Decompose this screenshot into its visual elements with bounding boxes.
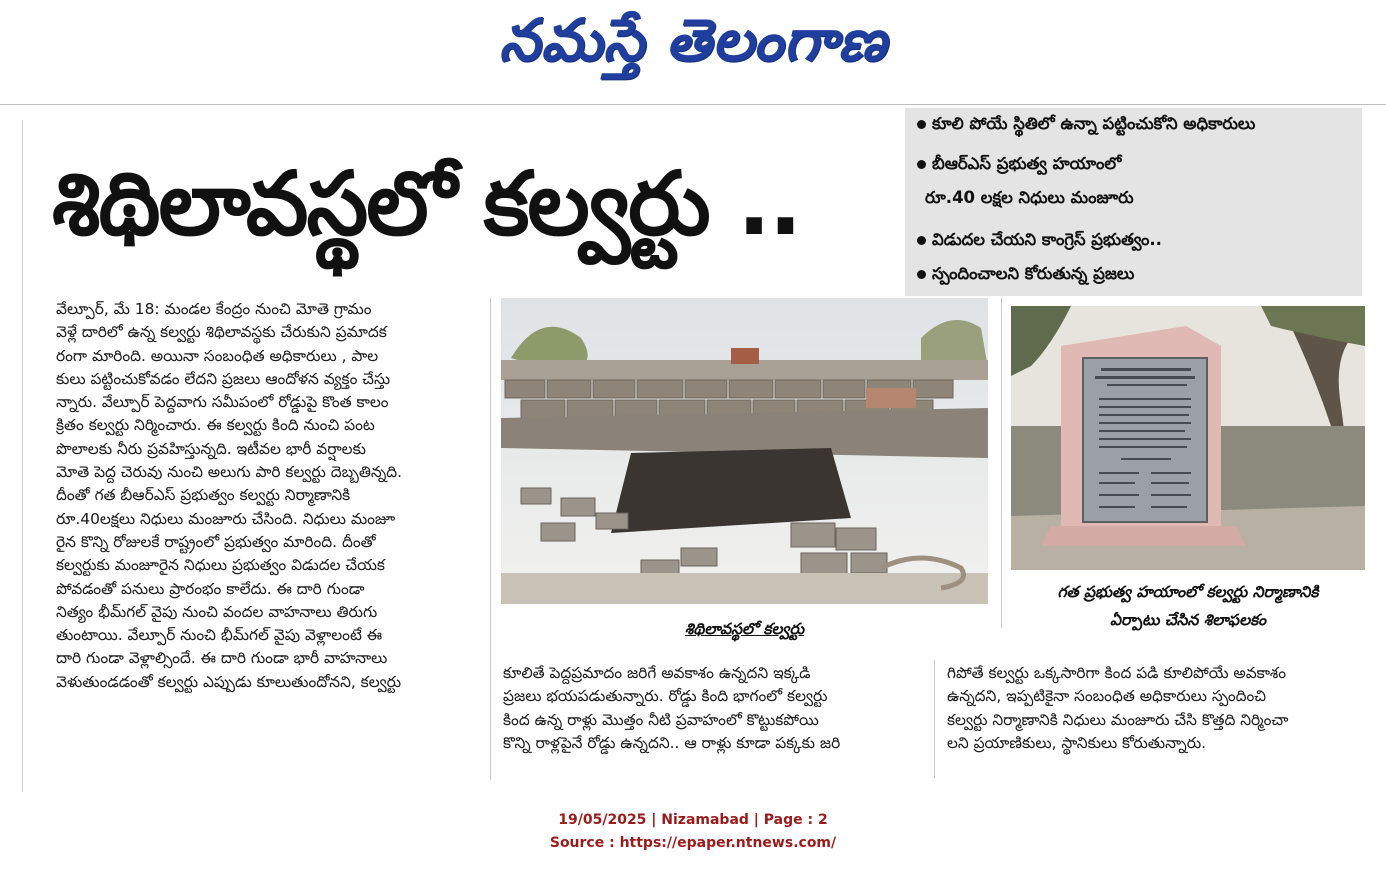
article-line: గిపోతే కల్వర్టు ఒక్కసారిగా కింద పడి కూలిపోయే అవకాశం (947, 664, 1287, 682)
culvert-photo (501, 298, 988, 604)
article-column-1 (56, 298, 482, 694)
article-line: కూలితే పెద్దప్రమాదం జరిగే అవకాశం ఉన్నదని ఇక్కడి (503, 664, 811, 682)
article-line: వేల్పూర్, మే 18: మండల కేంద్రం నుంచి మోతె గ్రామం (56, 300, 372, 318)
summary-deck (905, 108, 1362, 296)
footer-source: Source : https://epaper.ntnews.com/ (549, 835, 837, 851)
article-line: కల్వర్టు నిర్మాణానికి నిధులు మంజూరు చేసి కొత్తది నిర్మించా (947, 710, 1289, 729)
bullet-icon (917, 270, 926, 279)
article-line: ప్రజలు భయపడుతున్నారు. రోడ్డు కింది భాగంలో కల్వర్టు (503, 687, 828, 706)
article-column-2 (503, 662, 923, 755)
deck-item (917, 230, 1162, 253)
article-line: పొలాలకు నీరు ప్రవహిస్తున్నది. ఇటీవల భారీ వర్షాలకు (56, 439, 366, 458)
article-line: వెళుతుండడంతో కల్వర్టు ఎప్పుడు కూలుతుందోనని, కల్వర్టు (56, 672, 402, 691)
article-line: ఉన్నదని, ఇప్పటికైనా సంబంధిత అధికారులు స్పందించి (947, 687, 1267, 706)
deck-item (917, 114, 1255, 137)
photo-caption-plaque-line1: గత ప్రభుత్వ హయాంలో కల్వర్టు నిర్మాణానికి (1057, 583, 1319, 601)
deck-item-text: విడుదల చేయని కాంగ్రెస్ ప్రభుత్వం.. (932, 230, 1162, 249)
article-line: కల్వర్టుకు మంజూరైన నిధులు ప్రభుత్వం విడుదల చేయక (56, 556, 385, 575)
article-line: కొన్ని రాళ్లపైనే రోడ్డు ఉన్నదని.. ఆ రాళ్లు కూడా పక్కకు జరి (503, 733, 841, 752)
deck-item-text: బీఆర్ఎస్ ప్రభుత్వ హయాంలో (932, 154, 1122, 173)
column-divider (934, 660, 935, 778)
article-line: మోతె పెద్ద చెరువు నుంచి అలుగు పారి కల్వర్టు దెబ్బతిన్నది. (56, 463, 403, 482)
deck-item-continuation: రూ.40 లక్షల నిధులు మంజూరు (925, 188, 1134, 207)
article-column-3 (947, 662, 1367, 755)
article-line: రైన కొన్ని రోజులకే రాష్ట్రంలో ప్రభుత్వం మారింది. దీంతో (56, 532, 376, 551)
footer-date-edition: 19/05/2025 | Nizamabad | Page : 2 (558, 812, 828, 828)
article-line: కింద ఉన్న రాళ్లు మొత్తం నీటి ప్రవాహంలో కొట్టుకపోయి (503, 710, 819, 729)
deck-item-text: కూలి పోయే స్థితిలో ఉన్నా పట్టించుకోని అధికారులు (932, 114, 1256, 133)
plaque-photo (1011, 306, 1365, 570)
article-line: దీంతో గత బీఆర్ఎస్ ప్రభుత్వం కల్వర్టు నిర్మాణానికి (56, 486, 351, 505)
column-divider (490, 298, 491, 780)
page-margin-rule (22, 120, 23, 792)
bullet-icon (917, 120, 926, 129)
article-line: రూ.40లక్షలు నిధులు మంజూరు చేసింది. నిధులు మంజూ (56, 509, 396, 528)
bullet-icon (917, 160, 926, 169)
newspaper-logo: నమస్తే తెలంగాణ (499, 6, 887, 74)
article-line: నిత్యం భీమ్‌గల్ వైపు నుంచి వందల వాహనాలు తిరుగు (56, 602, 378, 621)
deck-item (917, 154, 1121, 177)
masthead-divider (0, 104, 1386, 105)
bullet-icon (917, 236, 926, 245)
article-line: వెళ్లే దారిలో ఉన్న కల్వర్టు శిథిలావస్థకు చేరుకుని ప్రమాదక (56, 323, 387, 342)
photo-caption-plaque-line2: ఏర్పాటు చేసిన శిలాఫలకం (1109, 611, 1267, 629)
plaque-photo-image (1011, 306, 1365, 570)
article-line: దారి గుండా వెళ్లాల్సిందే. ఈ దారి గుండా భారీ వాహనాలు (56, 649, 388, 668)
article-line: న్నారు. వేల్పూర్ పెద్దవాగు సమీపంలో రోడ్డుపై కొంత కాలం (56, 393, 389, 412)
photo-caption-culvert: శిథిలావస్థలో కల్వర్టు (684, 620, 805, 638)
culvert-photo-image (501, 298, 988, 604)
headline: శిథిలావస్థలో కల్వర్టు .. (52, 152, 801, 255)
article-line: క్రితం కల్వర్టు నిర్మించారు. ఈ కల్వర్టు కింది నుంచి పంట (56, 416, 375, 435)
article-line: రంగా మారింది. అయినా సంబంధిత అధికారులు , పాల (56, 346, 379, 365)
deck-item-text: స్పందించాలని కోరుతున్న ప్రజలు (932, 264, 1135, 283)
masthead (0, 0, 1386, 104)
article-line: లని ప్రయాణికులు, స్థానికులు కోరుతున్నారు. (947, 733, 1207, 752)
article-line: కులు పట్టించుకోవడం లేదని ప్రజలు ఆందోళన వ్యక్తం చేస్తు (56, 369, 391, 388)
article-line: పోవడంతో పనులు ప్రారంభం కాలేదు. ఈ దారి గుండా (56, 579, 365, 598)
deck-item (917, 264, 1134, 287)
column-divider (1001, 298, 1002, 628)
article-line: తుంటాయి. వేల్పూర్ నుంచి భీమ్‌గల్ వైపు వెళ్లాలంటే ఈ (56, 626, 383, 645)
